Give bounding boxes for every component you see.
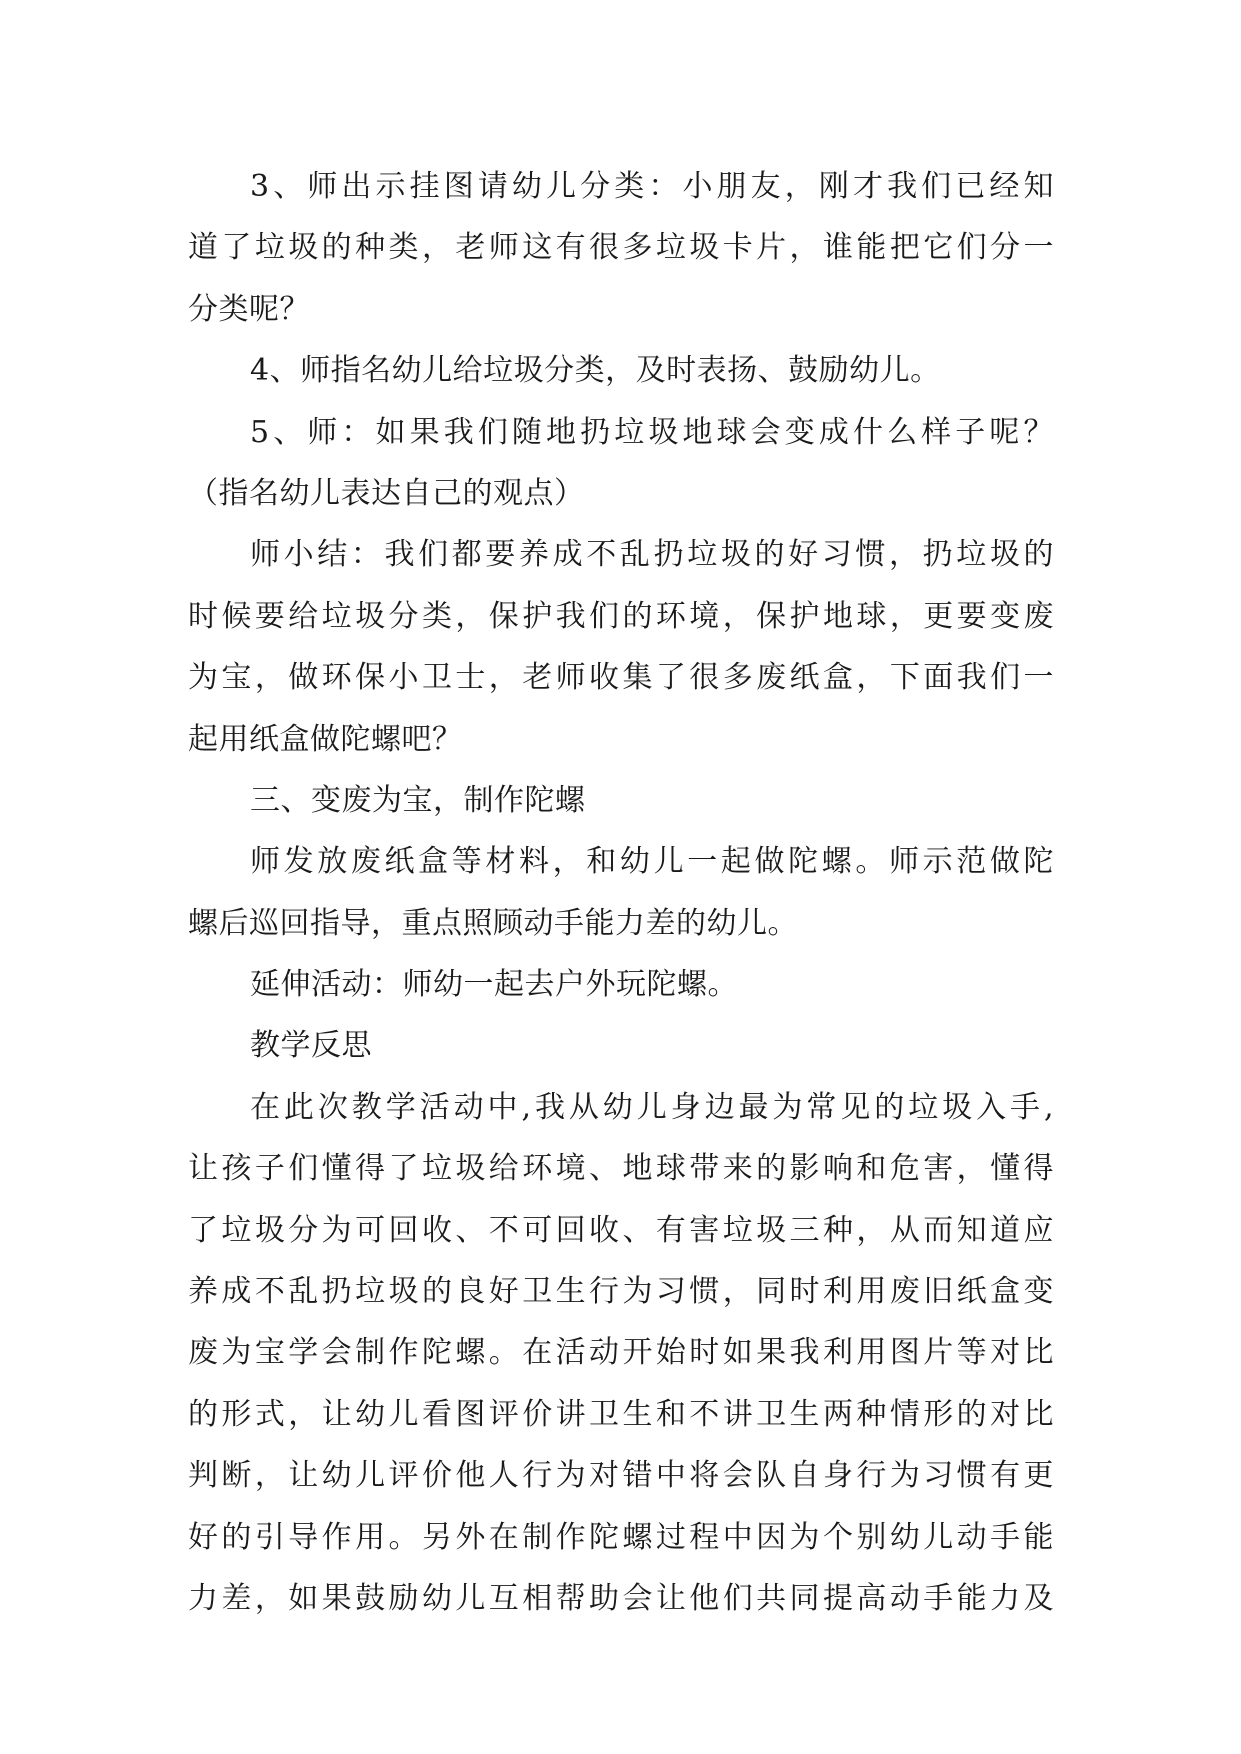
text-line: 3、师出示挂图请幼儿分类：小朋友，刚才我们已经知	[250, 169, 1054, 204]
text-line: 判断，让幼儿评价他人行为对错中将会队自身行为习惯有更	[188, 1458, 1054, 1494]
text-line: 师小结：我们都要养成不乱扔垃圾的好习惯，扔垃圾的	[250, 537, 1054, 573]
text-line: 教学反思	[250, 1028, 372, 1064]
text-line: 为宝，做环保小卫士，老师收集了很多废纸盒，下面我们一	[188, 660, 1054, 696]
text-line: 螺后巡回指导，重点照顾动手能力差的幼儿。	[188, 905, 798, 941]
text-line: 的形式，让幼儿看图评价讲卫生和不讲卫生两种情形的对比	[188, 1396, 1054, 1432]
text-line: 分类呢？	[188, 291, 310, 327]
text-line: 师发放废纸盒等材料，和幼儿一起做陀螺。师示范做陀	[250, 844, 1054, 880]
text-line: 延伸活动：师幼一起去户外玩陀螺。	[250, 967, 738, 1003]
text-line: 力差，如果鼓励幼儿互相帮助会让他们共同提高动手能力及	[188, 1580, 1054, 1616]
text-line: 养成不乱扔垃圾的良好卫生行为习惯，同时利用废旧纸盒变	[188, 1274, 1054, 1310]
text-line: 好的引导作用。另外在制作陀螺过程中因为个别幼儿动手能	[188, 1519, 1054, 1555]
text-line: 在此次教学活动中,我从幼儿身边最为常见的垃圾入手,	[250, 1089, 1054, 1125]
text-line: （指名幼儿表达自己的观点）	[188, 475, 585, 511]
text-line: 废为宝学会制作陀螺。在活动开始时如果我利用图片等对比	[188, 1335, 1054, 1371]
text-line: 让孩子们懂得了垃圾给环境、地球带来的影响和危害，懂得	[188, 1151, 1054, 1187]
text-line: 了垃圾分为可回收、不可回收、有害垃圾三种，从而知道应	[188, 1212, 1054, 1248]
text-line: 4、师指名幼儿给垃圾分类，及时表扬、鼓励幼儿。	[250, 353, 941, 389]
text-line: 5、师：如果我们随地扔垃圾地球会变成什么样子呢？	[250, 414, 1054, 450]
document-body	[188, 156, 1054, 1629]
text-line: 三、变废为宝，制作陀螺	[250, 782, 586, 818]
text-line: 起用纸盒做陀螺吧？	[188, 721, 463, 757]
text-line: 时候要给垃圾分类，保护我们的环境，保护地球，更要变废	[188, 598, 1054, 634]
text-line: 道了垃圾的种类，老师这有很多垃圾卡片，谁能把它们分一	[188, 230, 1054, 266]
